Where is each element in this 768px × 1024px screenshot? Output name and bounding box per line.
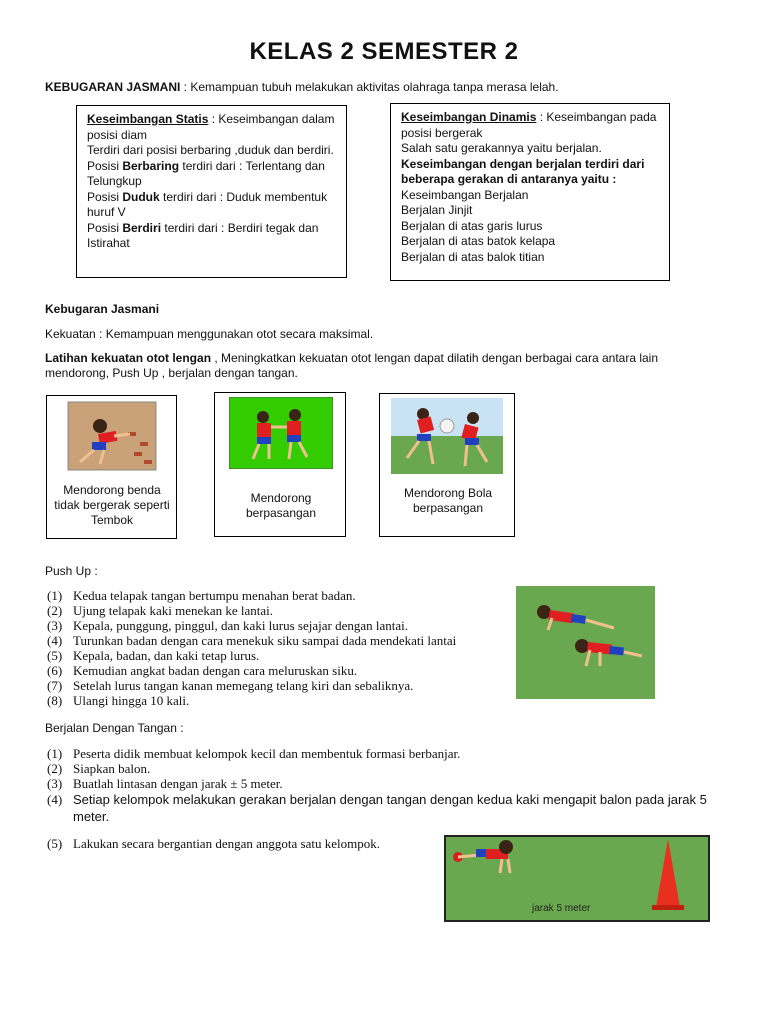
- list-item: (3) Kepala, punggung, pinggul, dan kaki lurus sejajar dengan lantai.: [47, 618, 409, 633]
- caption-3: Mendorong Bola berpasangan: [403, 486, 493, 515]
- statis-line1: : Keseimbangan dalam posisi diam: [87, 112, 335, 142]
- list-item: (5) Lakukan secara bergantian dengan anggota satu kelompok.: [47, 836, 380, 851]
- pushup-illustration: [516, 586, 655, 699]
- wall-push-illustration: [48, 398, 177, 478]
- list-item: (5) Kepala, badan, dan kaki tetap lurus.: [47, 648, 260, 663]
- list-item: (4) Setiap kelompok melakukan gerakan berjalan dengan tangan dengan kedua kaki mengapit balon pada jarak 5 meter.: [47, 792, 707, 824]
- caption-2: Mendorong berpasangan: [245, 491, 317, 520]
- berjalan-steps: [47, 746, 717, 825]
- kekuatan-line: Kekuatan : Kemampuan menggunakan otot secara maksimal.: [45, 327, 374, 341]
- list-item: (4) Turunkan badan dengan cara menekuk siku sampai dada mendekati lantai: [47, 633, 457, 648]
- page-title: KELAS 2 SEMESTER 2: [249, 38, 519, 65]
- list-item: (3) Buatlah lintasan dengan jarak ± 5 meter.: [47, 776, 283, 791]
- handwalk-label: jarak 5 meter: [532, 903, 591, 914]
- card-mendorong-berpasangan: [214, 392, 346, 537]
- list-item: (7) Setelah lurus tangan kanan memegang telang kiri dan sebaliknya.: [47, 678, 414, 693]
- list-item: (8) Ulangi hingga 10 kali.: [47, 693, 190, 708]
- pushup-steps: [47, 588, 497, 708]
- berjalan-heading: Berjalan Dengan Tangan :: [45, 721, 184, 735]
- dinamis-item: Berjalan Jinjit: [401, 203, 473, 217]
- statis-term: Keseimbangan Statis: [87, 112, 209, 126]
- list-item: (6) Kemudian angkat badan dengan cara meluruskan siku.: [47, 663, 358, 678]
- card-mendorong-bola: [379, 393, 515, 537]
- list-item: (1) Kedua telapak tangan bertumpu menahan berat badan.: [47, 588, 356, 603]
- caption-1: Mendorong benda tidak bergerak seperti Tembok: [54, 483, 170, 527]
- latihan-text: , Meningkatkan kekuatan otot lengan dapat dilatih dengan berbagai cara antara lain mendorong, Push Up , berjalan dengan tangan.: [45, 351, 659, 380]
- list-item: (2) Siapkan balon.: [47, 761, 151, 776]
- dinamis-line2: Salah satu gerakannya yaitu berjalan.: [401, 141, 602, 155]
- dinamis-item: Keseimbangan Berjalan: [401, 187, 529, 202]
- dinamis-item: Berjalan di atas balok titian: [401, 249, 545, 264]
- ball-push-illustration: [391, 398, 503, 474]
- latihan-term: Latihan kekuatan otot lengan: [45, 351, 212, 365]
- dinamis-item: Berjalan di atas garis lurus: [401, 218, 543, 233]
- latihan-paragraph: [45, 351, 725, 381]
- handwalk-illustration: [444, 835, 710, 922]
- list-item: (1) Peserta didik membuat kelompok kecil dan membentuk formasi berbanjar.: [47, 746, 461, 761]
- statis-line2: Terdiri dari posisi berbaring ,duduk dan berdiri.: [87, 143, 334, 157]
- dinamis-item: Berjalan di atas batok kelapa: [401, 234, 556, 248]
- dinamis-box: [390, 103, 670, 281]
- statis-line4: Posisi Duduk terdiri dari : Duduk membentuk huruf V: [87, 189, 328, 219]
- intro-definition: : Kemampuan tubuh melakukan aktivitas olahraga tanpa merasa lelah.: [180, 80, 559, 94]
- statis-line5: Posisi Berdiri terdiri dari : Berdiri tegak dan Istirahat: [87, 220, 319, 250]
- pair-push-illustration: [229, 397, 333, 469]
- card-mendorong-tembok: [46, 395, 177, 539]
- statis-box: [76, 105, 347, 278]
- dinamis-line1: : Keseimbangan pada posisi bergerak: [401, 110, 657, 140]
- berjalan-step-5: [47, 836, 437, 851]
- intro-line: [45, 80, 559, 94]
- list-item: (2) Ujung telapak kaki menekan ke lantai.: [47, 603, 273, 618]
- kebugaran-heading: Kebugaran Jasmani: [45, 302, 160, 316]
- dinamis-term: Keseimbangan Dinamis: [401, 110, 537, 124]
- statis-line3: Posisi Berbaring terdiri dari : Terlentang dan Telungkup: [87, 158, 325, 188]
- intro-term: KEBUGARAN JASMANI: [45, 80, 181, 94]
- dinamis-line3: Keseimbangan dengan berjalan terdiri dari beberapa gerakan di antaranya yaitu :: [401, 156, 645, 186]
- pushup-heading: Push Up :: [45, 564, 98, 578]
